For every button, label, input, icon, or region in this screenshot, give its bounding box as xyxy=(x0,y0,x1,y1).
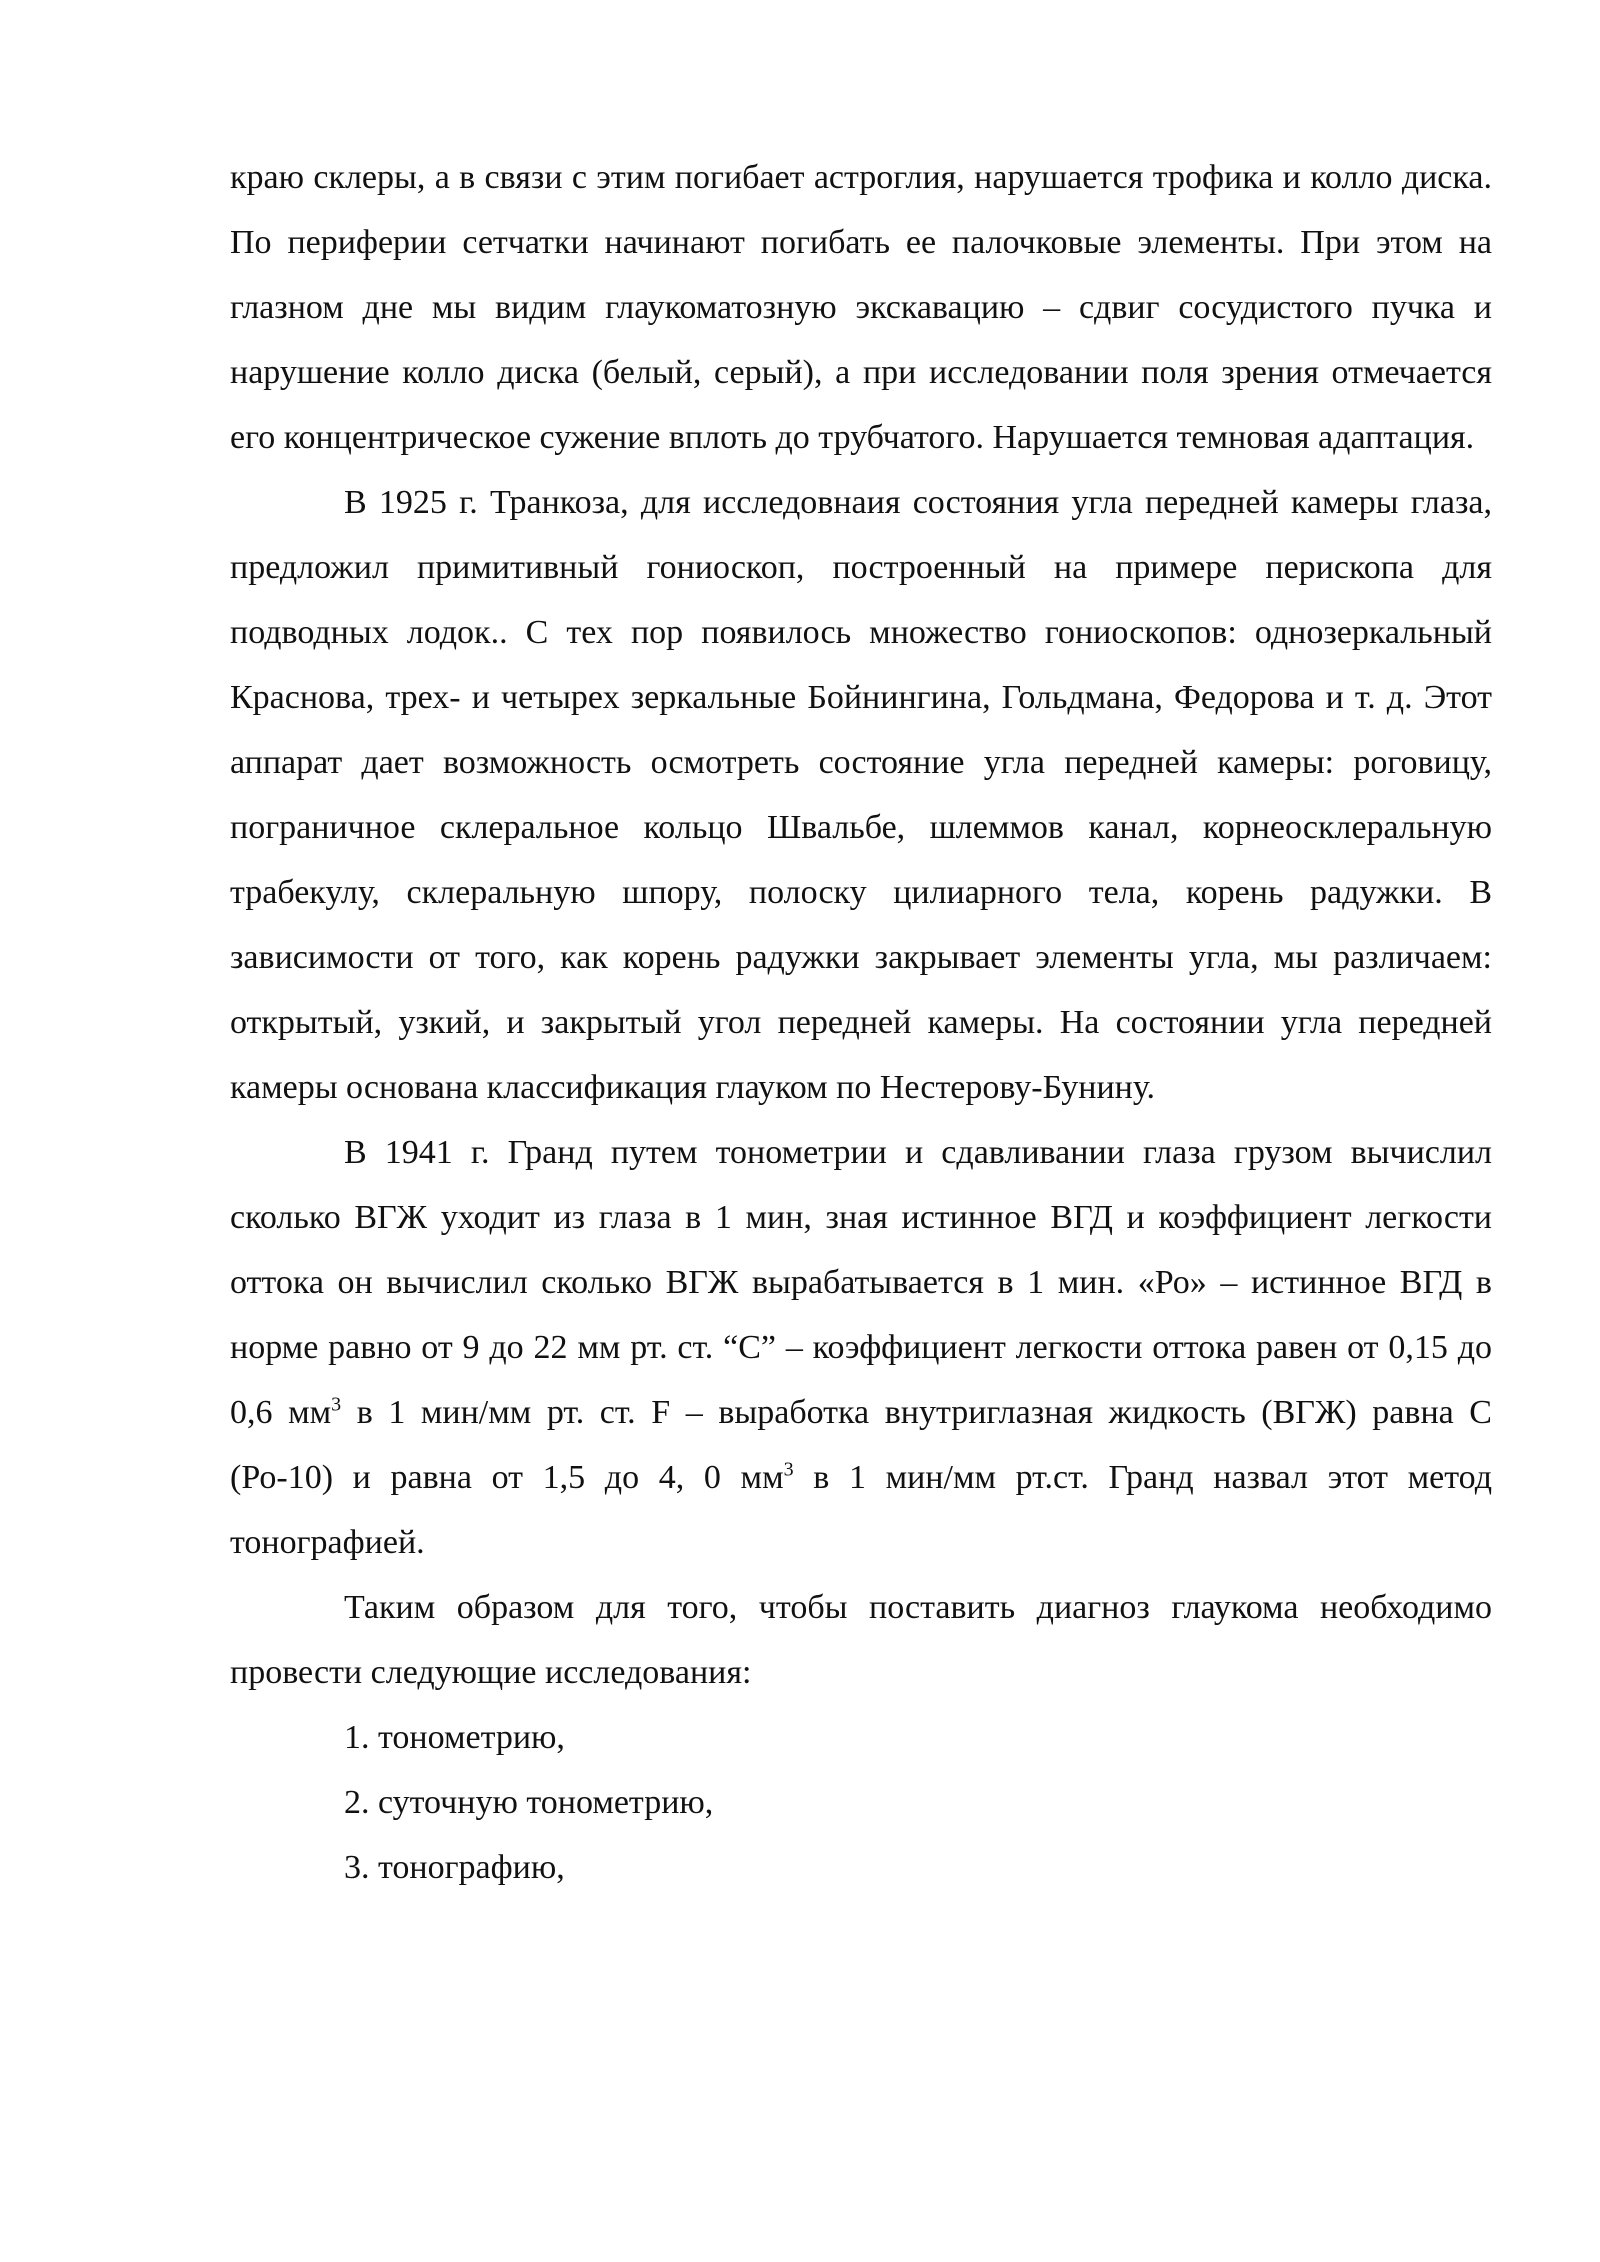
paragraph-2-text: В 1925 г. Транкоза, для исследовнаия состояния угла передней камеры глаза, предложил примитивный гониоскоп, построенный на примере перископа для подводных лодок.. С тех пор появилось множество гониоскопов: однозеркальный Краснова, трех- и четырех зеркальные Бойнингина, Гольдмана, Федорова и т. д. Этот аппарат дает возможность осмотреть состояние угла передней камеры: роговицу, пограничное склеральное кольцо Швальбе, шлеммов канал, корнеосклеральную трабекулу, склеральную шпору, полоску цилиарного тела, корень радужки. В зависимости от того, как корень радужки закрывает элементы угла, мы различаем: открытый, узкий, и закрытый угол передней камеры. На состоянии угла передней камеры основана классификация глауком по Нестерову-Бунину. xyxy=(230,484,1492,1106)
paragraph-3-text-part-1: В 1941 г. Гранд путем тонометрии и сдавливании глаза грузом вычислил сколько ВГЖ уходит из глаза в 1 мин, зная истинное ВГД и коэффициент легкости оттока он вычислил сколько ВГЖ вырабатывается в 1 мин. «Ро» – истинное ВГД в норме равно от 9 до 22 мм рт. ст. “С” – коэффициент легкости оттока равен от 0,15 до 0,6 мм xyxy=(230,1134,1492,1431)
paragraph-4-text: Таким образом для того, чтобы поставить диагноз глаукома необходимо провести следующие исследования: xyxy=(230,1589,1492,1691)
list-item-tonometry: 1. тонометрию, xyxy=(344,1719,565,1756)
list-item-tonography: 3. тонографию, xyxy=(344,1849,565,1886)
superscript-cubic-1: 3 xyxy=(331,1393,342,1416)
paragraph-1-text: краю склеры, а в связи с этим погибает астроглия, нарушается трофика и колло диска. По периферии сетчатки начинают погибать ее палочковые элементы. При этом на глазном дне мы видим глаукоматозную экскавацию – сдвиг сосудистого пучка и нарушение колло диска (белый, серый), а при исследовании поля зрения отмечается его концентрическое сужение вплоть до трубчатого. Нарушается темновая адаптация. xyxy=(230,159,1492,456)
paragraph-1 xyxy=(230,145,1492,470)
paragraph-3-text-part-3: в 1 мин/мм рт.ст. Гранд назвал этот метод тонографией. xyxy=(230,1459,1492,1561)
superscript-cubic-2: 3 xyxy=(783,1458,794,1481)
paragraph-3-text-part-2: в 1 мин/мм рт. ст. F – выработка внутриглазная жидкость (ВГЖ) равна С (Ро-10) и равна от 1,5 до 4, 0 мм xyxy=(230,1394,1492,1496)
list-item-daily-tonometry: 2. суточную тонометрию, xyxy=(344,1784,714,1821)
paragraph-2 xyxy=(230,470,1492,1120)
paragraph-3 xyxy=(230,1120,1492,1575)
document-body xyxy=(230,145,1492,1900)
paragraph-4 xyxy=(230,1575,1492,1705)
